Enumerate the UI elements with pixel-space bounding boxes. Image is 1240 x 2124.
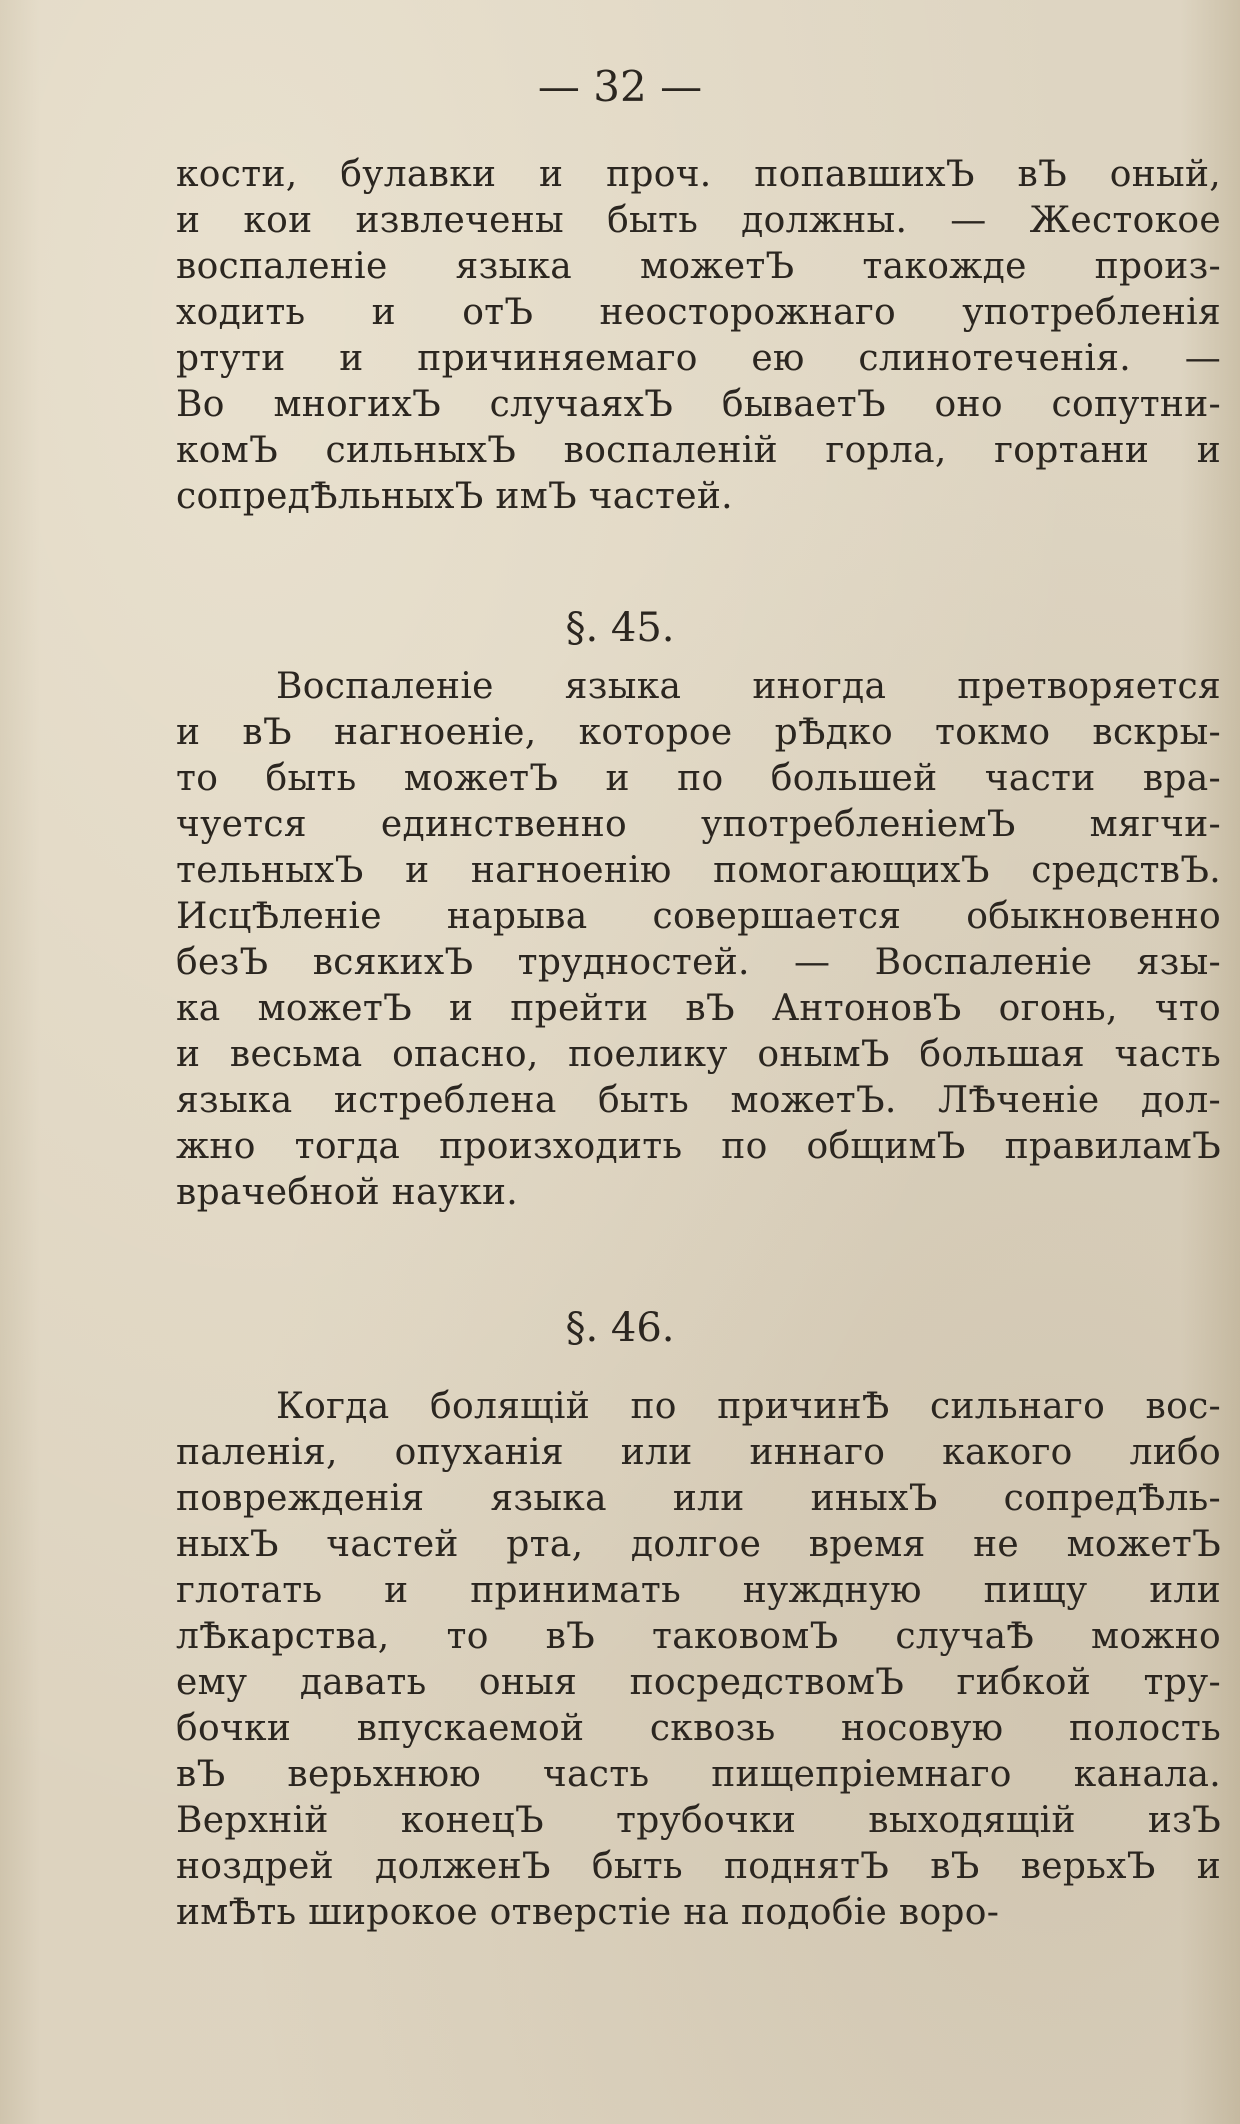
text-line: ныхЪ частей рта, долгое время не можетЪ [176, 1524, 1221, 1565]
text-line: Воспаленіе языка иногда претворяется [276, 666, 1221, 707]
text-line: кости, булавки и проч. попавшихЪ вЪ оный, [176, 154, 1221, 195]
text-line: тельныхЪ и нагноенію помогающихЪ средствЪ. [176, 850, 1221, 891]
text-line: безЪ всякихЪ трудностей. — Воспаленіе язы- [176, 942, 1221, 983]
text-line: сопредѢльныхЪ имЪ частей. [176, 476, 733, 517]
text-line: паленія, опуханія или иннаго какого либо [176, 1432, 1221, 1473]
page-number: — 32 — [537, 62, 703, 111]
text-line: Верхній конецЪ трубочки выходящій изЪ [176, 1800, 1221, 1841]
text-line: и кои извлечены быть должны. — Жестокое [176, 200, 1221, 241]
text-line: и вЪ нагноеніе, которое рѢдко токмо вскры- [176, 712, 1221, 753]
paragraph-3 [176, 1384, 1221, 1936]
text-line: ходить и отЪ неосторожнаго употребленія [176, 292, 1221, 333]
text-line: комЪ сильныхЪ воспаленій горла, гортани и [176, 430, 1221, 471]
text-line: ртути и причиняемаго ею слинотеченія. — [176, 338, 1221, 379]
paragraph-2 [176, 664, 1221, 1216]
text-line: вЪ верьхнюю часть пищепріемнаго канала. [176, 1754, 1221, 1795]
text-line: чуется единственно употребленіемЪ мягчи- [176, 804, 1221, 845]
text-line: лѢкарства, то вЪ таковомЪ случаѢ можно [176, 1616, 1221, 1657]
text-line: жно тогда произходить по общимЪ правиламЪ [176, 1126, 1221, 1167]
section-heading-46: §. 46. [565, 1305, 675, 1351]
text-line: бочки впускаемой сквозь носовую полость [176, 1708, 1221, 1749]
paragraph-1 [176, 152, 1221, 520]
text-line: ноздрей долженЪ быть поднятЪ вЪ верьхЪ и [176, 1846, 1221, 1887]
text-line: поврежденія языка или иныхЪ сопредѢль- [176, 1478, 1221, 1519]
text-line: Во многихЪ случаяхЪ бываетЪ оно сопутни- [176, 384, 1221, 425]
text-line: ка можетЪ и прейти вЪ АнтоновЪ огонь, что [176, 988, 1221, 1029]
text-line: имѢть широкое отверстіе на подобіе воро- [176, 1892, 1000, 1933]
text-line: врачебной науки. [176, 1172, 519, 1213]
text-line: языка истреблена быть можетЪ. ЛѢченіе дол- [176, 1080, 1221, 1121]
text-line: Когда болящій по причинѢ сильнаго вос- [276, 1386, 1221, 1427]
text-line: и весьма опасно, поелику онымЪ большая часть [176, 1034, 1221, 1075]
text-line: глотать и принимать нуждную пищу или [176, 1570, 1221, 1611]
text-line: ему давать оныя посредствомЪ гибкой тру- [176, 1662, 1221, 1703]
text-line: то быть можетЪ и по большей части вра- [176, 758, 1221, 799]
section-heading-45: §. 45. [565, 605, 675, 651]
text-line: ИсцѢленіе нарыва совершается обыкновенно [176, 896, 1221, 937]
text-line: воспаленіе языка можетЪ такожде произ- [176, 246, 1221, 287]
